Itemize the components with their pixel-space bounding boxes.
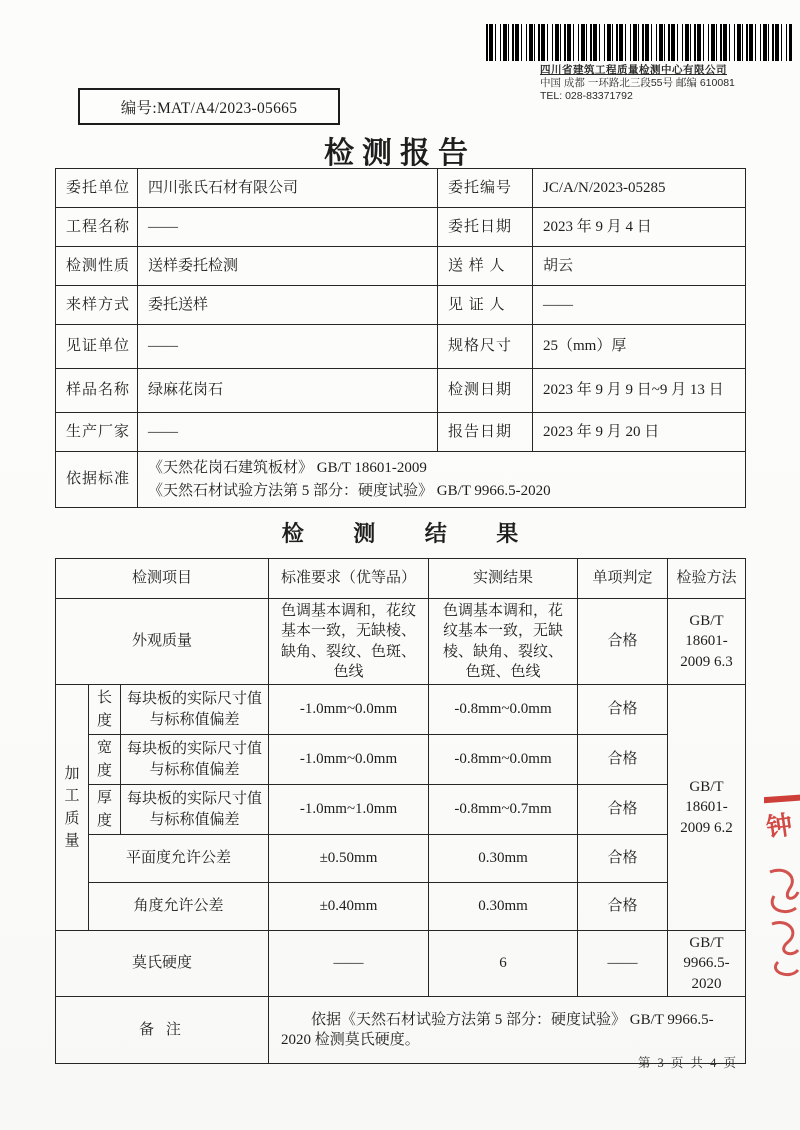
info-label: 送 样 人 [438,247,533,286]
judge-value: 合格 [578,599,668,685]
measured-value: 色调基本调和，花纹基本一致，无缺棱、缺角、裂纹、色斑、色线 [429,599,578,685]
dim-name: 宽度 [89,735,121,785]
standard-line: 《天然石材试验方法第 5 部分：硬度试验》 GB/T 9966.5-2020 [148,482,551,499]
table-row-angle [56,883,746,931]
info-value: —— [138,325,438,369]
info-label: 工程名称 [56,208,138,247]
info-value: 2023 年 9 月 4 日 [533,208,746,247]
info-value: —— [533,286,746,325]
table-row [56,247,746,286]
info-label: 规格尺寸 [438,325,533,369]
table-row [56,413,746,452]
table-row [56,169,746,208]
info-label: 报告日期 [438,413,533,452]
info-value: —— [138,413,438,452]
table-row-width [56,735,746,785]
info-value: 委托送样 [138,286,438,325]
info-label: 样品名称 [56,369,138,413]
info-label: 来样方式 [56,286,138,325]
table-row-thickness [56,785,746,835]
results-header-row [56,559,746,599]
col-header-standard: 标准要求（优等品） [269,559,429,599]
standard-value: —— [269,931,429,997]
results-table [55,558,746,1064]
red-stamp [764,772,800,982]
letterhead-tel: TEL: 028-83371792 [540,90,633,103]
item-name: 莫氏硬度 [56,931,269,997]
letterhead [486,24,794,103]
info-label: 见证单位 [56,325,138,369]
tolerance-name: 角度允许公差 [89,883,269,931]
measured-value: -0.8mm~0.0mm [429,685,578,735]
standard-value: -1.0mm~0.0mm [269,735,429,785]
info-value: 胡云 [533,247,746,286]
table-row-appearance [56,599,746,685]
table-row [56,208,746,247]
dim-name: 厚度 [89,785,121,835]
table-row [56,369,746,413]
info-value: JC/A/N/2023-05285 [533,169,746,208]
red-stamp-stroke [764,794,800,803]
standard-value: 色调基本调和，花纹基本一致，无缺棱、缺角、裂纹、色斑、色线 [269,599,429,685]
standards-cell [138,452,746,508]
letterhead-company: 四川省建筑工程质量检测中心有限公司 [540,64,727,76]
method-value: GB/T 18601-2009 6.3 [668,599,746,685]
page-number: 第 3 页 共 4 页 [637,1056,738,1070]
col-header-item: 检测项目 [56,559,269,599]
info-label: 委托日期 [438,208,533,247]
info-value: 四川张氏石材有限公司 [138,169,438,208]
dim-desc: 每块板的实际尺寸值与标称值偏差 [121,785,269,835]
item-name: 外观质量 [56,599,269,685]
info-label: 生产厂家 [56,413,138,452]
tolerance-name: 平面度允许公差 [89,835,269,883]
judge-value: —— [578,931,668,997]
judge-value: 合格 [578,785,668,835]
dim-desc: 每块板的实际尺寸值与标称值偏差 [121,685,269,735]
table-row-hardness [56,931,746,997]
info-label: 检测日期 [438,369,533,413]
standard-value: -1.0mm~0.0mm [269,685,429,735]
col-header-measured: 实测结果 [429,559,578,599]
report-number-box [78,88,340,125]
judge-value: 合格 [578,735,668,785]
info-value: 送样委托检测 [138,247,438,286]
method-value: GB/T 9966.5-2020 [668,931,746,997]
standards-label: 依据标准 [56,452,138,508]
judge-value: 合格 [578,883,668,931]
table-row-flatness [56,835,746,883]
table-row-length [56,685,746,735]
letterhead-address: 中国 成都 一环路北三段55号 邮编 610081 [540,77,735,90]
standard-value: -1.0mm~1.0mm [269,785,429,835]
info-label: 委托编号 [438,169,533,208]
method-value: GB/T 18601-2009 6.2 [668,685,746,931]
measured-value: 6 [429,931,578,997]
info-value: 2023 年 9 月 20 日 [533,413,746,452]
measured-value: 0.30mm [429,835,578,883]
dim-desc: 每块板的实际尺寸值与标称值偏差 [121,735,269,785]
info-value: 25（mm）厚 [533,325,746,369]
remark-label: 备 注 [56,996,269,1063]
info-label: 委托单位 [56,169,138,208]
table-row-standards [56,452,746,508]
remark-text: 依据《天然石材试验方法第 5 部分：硬度试验》 GB/T 9966.5-2020 检测莫氏硬度。 [269,996,746,1063]
judge-value: 合格 [578,835,668,883]
info-label: 检测性质 [56,247,138,286]
info-value: 2023 年 9 月 9 日~9 月 13 日 [533,369,746,413]
red-stamp-scribble [764,862,800,982]
info-table [55,168,746,508]
standard-value: ±0.40mm [269,883,429,931]
red-stamp-glyph: 钟 [764,810,795,843]
report-number: 编号:MAT/A4/2023-05665 [120,99,298,117]
info-value: 绿麻花岗石 [138,369,438,413]
judge-value: 合格 [578,685,668,735]
measured-value: -0.8mm~0.0mm [429,735,578,785]
measured-value: -0.8mm~0.7mm [429,785,578,835]
page-title: 检测报告 [324,137,476,170]
results-section-title: 检 测 结 果 [281,521,541,546]
table-row [56,286,746,325]
info-value: —— [138,208,438,247]
measured-value: 0.30mm [429,883,578,931]
table-row [56,325,746,369]
dim-name: 长度 [89,685,121,735]
barcode [486,24,792,61]
info-label: 见 证 人 [438,286,533,325]
group-label: 加工质量 [56,685,89,931]
col-header-method: 检验方法 [668,559,746,599]
col-header-judge: 单项判定 [578,559,668,599]
standard-value: ±0.50mm [269,835,429,883]
standard-line: 《天然花岗石建筑板材》 GB/T 18601-2009 [148,460,427,477]
